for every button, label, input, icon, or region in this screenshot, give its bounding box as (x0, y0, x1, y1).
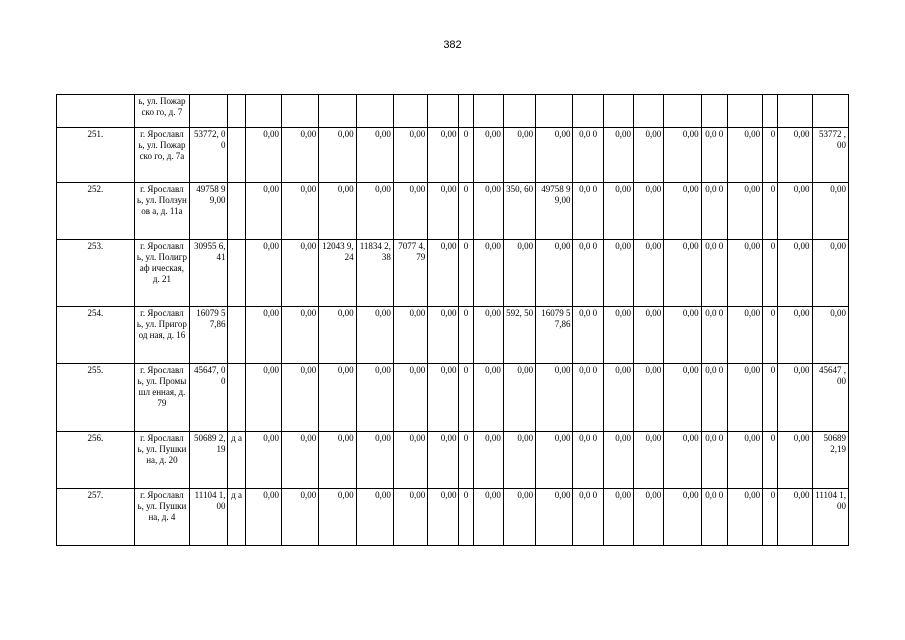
table-cell-value: 0,00 (778, 183, 812, 240)
table-cell-value: 0,00 (778, 240, 812, 307)
table-cell (812, 95, 848, 128)
table-cell-value: 0 (763, 489, 778, 546)
table-cell-value: 50689 2,19 (190, 432, 228, 489)
table-cell-value: 7077 4,79 (393, 240, 427, 307)
table-cell-value: 0,00 (356, 128, 393, 183)
table-cell-value: 0 (763, 307, 778, 364)
table-cell-value: 0,00 (812, 307, 848, 364)
table-cell-value: 350, 60 (503, 183, 535, 240)
table-cell-value: 0,0 0 (573, 307, 603, 364)
table-cell-value: 0,00 (245, 364, 281, 432)
table-cell (190, 95, 228, 128)
table-cell-address: г. Ярославл ь, ул. Пригород ная, д. 16 (134, 307, 189, 364)
table-cell-value: 16079 57,86 (536, 307, 573, 364)
table-cell-value: 0,00 (428, 183, 459, 240)
table-cell (57, 95, 135, 128)
table-cell-value: 45647 ,00 (812, 364, 848, 432)
table-cell-value: 0,00 (603, 183, 633, 240)
table-cell-value: 0,00 (536, 489, 573, 546)
table-cell-number: 253. (57, 240, 135, 307)
table-cell-value: 0,00 (428, 432, 459, 489)
table-cell-value: 0,00 (778, 307, 812, 364)
table-cell-address: г. Ярославл ь, ул. Ползунов а, д. 11а (134, 183, 189, 240)
table-cell-value: 0,00 (473, 364, 503, 432)
table-cell-value: 0 (763, 240, 778, 307)
table-cell-value: 0,00 (245, 183, 281, 240)
table-cell-value: 0,00 (727, 432, 762, 489)
table-cell-value: 0,00 (503, 128, 535, 183)
table-cell-value: 0,00 (428, 364, 459, 432)
table-row (57, 432, 849, 489)
table-cell-value: 0,00 (664, 240, 701, 307)
table-cell-value: 0,00 (473, 183, 503, 240)
table-cell-value: 0,00 (356, 307, 393, 364)
table-cell-value: 0,0 0 (573, 240, 603, 307)
table-cell-value: 0,00 (634, 489, 664, 546)
table-cell-value: 0,00 (812, 183, 848, 240)
table-cell-value: 0 (763, 364, 778, 432)
table-cell-value: 0,0 0 (701, 183, 727, 240)
table-cell-value: 0,0 0 (573, 364, 603, 432)
table-cell-value: 0,00 (245, 307, 281, 364)
table-cell (473, 95, 503, 128)
table-cell-value: 0,00 (281, 240, 318, 307)
table-cell-value (228, 240, 245, 307)
table-cell (428, 95, 459, 128)
table-cell-value: 0,00 (428, 128, 459, 183)
table-cell (459, 95, 473, 128)
table-cell (281, 95, 318, 128)
table-cell-value: 0,00 (319, 432, 356, 489)
table-cell (603, 95, 633, 128)
table-cell-value: 0,00 (393, 489, 427, 546)
table-cell-value: 0,00 (727, 183, 762, 240)
table-cell-value: 0,00 (634, 128, 664, 183)
table-cell-value: 11104 1,00 (812, 489, 848, 546)
table-row (57, 364, 849, 432)
table-cell-value: 0,00 (503, 489, 535, 546)
table-cell-value: 45647, 00 (190, 364, 228, 432)
table-cell-value: 0,00 (428, 489, 459, 546)
table-cell-value: 0,00 (664, 183, 701, 240)
table-row (57, 128, 849, 183)
table-cell (701, 95, 727, 128)
table-cell-value: 0,00 (664, 307, 701, 364)
table-cell (393, 95, 427, 128)
table-cell-address: г. Ярославл ь, ул. Полиграф ическая, д. 21 (134, 240, 189, 307)
table-cell-number: 257. (57, 489, 135, 546)
table-cell-value: 0,00 (473, 432, 503, 489)
table-cell-value (228, 183, 245, 240)
page-number: 382 (443, 39, 462, 51)
table-cell-value: 0,00 (356, 183, 393, 240)
table-cell-value: 0,00 (536, 432, 573, 489)
table-cell-value: 50689 2,19 (812, 432, 848, 489)
table-cell-value: 0,00 (603, 364, 633, 432)
table-cell-value: 0,00 (473, 240, 503, 307)
table-cell-value: 0,00 (664, 128, 701, 183)
table-cell-value: 0,0 0 (701, 489, 727, 546)
table-cell-value: 0,00 (727, 489, 762, 546)
table-cell-address: г. Ярославл ь, ул. Пушкина, д. 4 (134, 489, 189, 546)
table-cell (228, 95, 245, 128)
table-cell-value: 12043 9,24 (319, 240, 356, 307)
table-cell-value: 0,00 (664, 432, 701, 489)
table-cell-value: 0,00 (393, 128, 427, 183)
table-cell-value: 0,00 (634, 240, 664, 307)
table-cell-value: 0,00 (393, 307, 427, 364)
table-cell-value: 592, 50 (503, 307, 535, 364)
table-cell-value: 49758 99,00 (536, 183, 573, 240)
table-cell-value: 0,00 (245, 240, 281, 307)
table-cell-value: 0,00 (603, 489, 633, 546)
table-cell-value: 0,00 (245, 489, 281, 546)
table-cell-value: 0,00 (603, 128, 633, 183)
table-cell (503, 95, 535, 128)
table-row (57, 183, 849, 240)
table-cell-value: 0,0 0 (573, 432, 603, 489)
table-cell-value: 0 (459, 307, 473, 364)
table-cell-value: 11834 2,38 (356, 240, 393, 307)
table-cell (536, 95, 573, 128)
table-cell-value: 0,00 (281, 183, 318, 240)
table-cell-number: 255. (57, 364, 135, 432)
table-cell-value: 0,00 (536, 364, 573, 432)
table-cell-value: 0,00 (727, 240, 762, 307)
table-cell (573, 95, 603, 128)
table-cell-value: 0,00 (727, 128, 762, 183)
table-cell-value (228, 364, 245, 432)
table-cell-address: ь, ул. Пожарско го, д. 7 (134, 95, 189, 128)
table-cell-value: 49758 99,00 (190, 183, 228, 240)
table-cell-value: 0,00 (634, 432, 664, 489)
table-cell-value: 0,00 (634, 364, 664, 432)
table-cell (727, 95, 762, 128)
table-cell-value: 0,00 (503, 364, 535, 432)
table-cell-value: 0 (763, 432, 778, 489)
table-cell (763, 95, 778, 128)
table-cell-value: 0,00 (727, 307, 762, 364)
table-cell-value: 0,00 (536, 128, 573, 183)
table-cell-value: 0,00 (319, 307, 356, 364)
table-cell-number: 254. (57, 307, 135, 364)
table-cell-value: 30955 6,41 (190, 240, 228, 307)
table-cell-value: 0 (459, 432, 473, 489)
table-cell-value: 0,00 (245, 432, 281, 489)
table-cell (319, 95, 356, 128)
table-cell-value: 0,0 0 (701, 432, 727, 489)
table-cell-address: г. Ярославл ь, ул. Промышл енная, д. 79 (134, 364, 189, 432)
table-cell-value: 0,00 (473, 307, 503, 364)
table-cell (634, 95, 664, 128)
table-cell-value: 0 (459, 128, 473, 183)
table-cell-number: 252. (57, 183, 135, 240)
table-cell-value: 0,00 (727, 364, 762, 432)
table-cell-value: 0 (763, 183, 778, 240)
table-cell-value: 0,00 (603, 240, 633, 307)
table-cell-address: г. Ярославл ь, ул. Пожарско го, д. 7а (134, 128, 189, 183)
table-cell (356, 95, 393, 128)
table-cell-value: 0,00 (634, 307, 664, 364)
table-cell-value: д а (228, 432, 245, 489)
table-cell-value: 0,00 (503, 432, 535, 489)
table-cell-value: 16079 57,86 (190, 307, 228, 364)
table-cell (778, 95, 812, 128)
table-cell (245, 95, 281, 128)
table-cell-value: 0,00 (634, 183, 664, 240)
table-cell-value: 0,00 (281, 432, 318, 489)
table-cell-value: 0,00 (245, 128, 281, 183)
table-cell-value: 53772 ,00 (812, 128, 848, 183)
table-cell-value: 0,00 (778, 489, 812, 546)
table-cell-value: 0,00 (778, 432, 812, 489)
table-cell-value: 0,00 (356, 432, 393, 489)
table-cell-value: 0,0 0 (701, 128, 727, 183)
table-cell-value: 53772, 00 (190, 128, 228, 183)
table-cell-value: 11104 1,00 (190, 489, 228, 546)
data-table (56, 94, 849, 546)
table-cell-value: 0,00 (428, 240, 459, 307)
table-cell-value: 0,00 (473, 489, 503, 546)
table-cell-value: 0,0 0 (573, 128, 603, 183)
table-cell-value: 0,0 0 (573, 489, 603, 546)
table-cell-value: 0,0 0 (701, 364, 727, 432)
table-cell-value: 0,00 (812, 240, 848, 307)
table-cell-value: 0 (459, 364, 473, 432)
table-cell-value: 0,00 (664, 364, 701, 432)
table-cell-value (228, 128, 245, 183)
table-cell-value: 0,00 (281, 489, 318, 546)
table-cell-value: 0,00 (603, 432, 633, 489)
table-cell-value: 0,0 0 (701, 307, 727, 364)
table-cell-value (228, 307, 245, 364)
table-cell-value: 0,00 (319, 364, 356, 432)
table-row (57, 307, 849, 364)
table-cell-value: 0,0 0 (701, 240, 727, 307)
table-cell-value: 0,00 (281, 364, 318, 432)
table-cell-value: 0,00 (281, 307, 318, 364)
table-cell-number: 251. (57, 128, 135, 183)
table-cell-value: 0,00 (778, 128, 812, 183)
table-cell-value: 0 (459, 489, 473, 546)
table-cell-value: 0,00 (473, 128, 503, 183)
table-cell (664, 95, 701, 128)
table-cell-value: 0,00 (536, 240, 573, 307)
table-cell-number: 256. (57, 432, 135, 489)
table-cell-address: г. Ярославл ь, ул. Пушкина, д. 20 (134, 432, 189, 489)
table-cell-value: 0,00 (428, 307, 459, 364)
table-cell-value: 0 (763, 128, 778, 183)
table-cell-value: 0,00 (319, 183, 356, 240)
table-row-continuation (57, 95, 849, 128)
table-cell-value: 0 (459, 240, 473, 307)
table-cell-value: 0,00 (664, 489, 701, 546)
table-cell-value: 0 (459, 183, 473, 240)
table-cell-value: 0,00 (393, 183, 427, 240)
table-row (57, 240, 849, 307)
table-cell-value: 0,00 (393, 364, 427, 432)
table-cell-value: 0,00 (319, 489, 356, 546)
table-cell-value: 0,00 (319, 128, 356, 183)
table-body (57, 95, 849, 546)
table-cell-value: 0,00 (356, 489, 393, 546)
table-cell-value: 0,00 (778, 364, 812, 432)
table-cell-value: 0,00 (356, 364, 393, 432)
table-cell-value: 0,0 0 (573, 183, 603, 240)
table-cell-value: д а (228, 489, 245, 546)
table-cell-value: 0,00 (603, 307, 633, 364)
table-cell-value: 0,00 (393, 432, 427, 489)
table-cell-value: 0,00 (281, 128, 318, 183)
table-cell-value: 0,00 (503, 240, 535, 307)
table-row (57, 489, 849, 546)
